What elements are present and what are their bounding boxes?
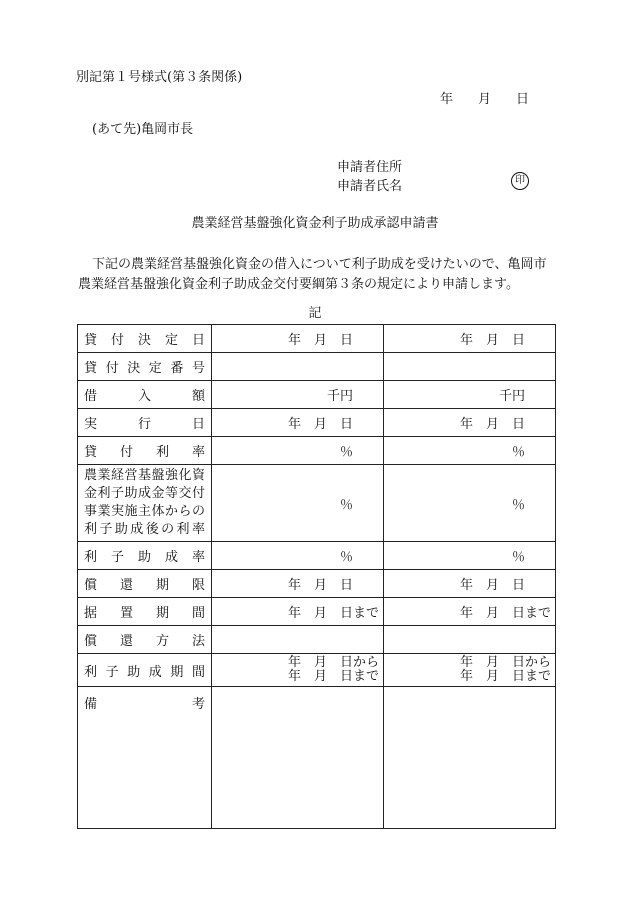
date-day: 日 [516,92,530,107]
value-cell [384,353,556,381]
value-cell [212,353,384,381]
value-cell [212,626,384,654]
row-label: 償還方法 [78,626,212,654]
period-start: 年 月 日から [459,655,551,670]
date-line [440,88,529,107]
value-cell: 千円 [212,381,384,409]
value-cell: 年 月 日 [212,570,384,598]
table-row [78,598,556,626]
period-end: 年 月 日まで [459,669,551,684]
value-cell: 千円 [384,381,556,409]
seal-mark: 印 [511,172,529,190]
row-label: 備考 [78,687,212,829]
row-label: 実行日 [78,409,212,437]
value-cell: 年 月 日まで [384,598,556,626]
table-row [78,409,556,437]
ki-heading: 記 [308,306,322,321]
date-year: 年 [440,92,454,107]
value-cell: ％ [212,465,384,542]
document-title: 農業経営基盤強化資金利子助成承認申請書 [191,216,439,231]
table-row [78,687,556,829]
value-cell: ％ [384,465,556,542]
period-start: 年 月 日から [287,655,379,670]
value-cell: 年 月 日まで [212,598,384,626]
body-paragraph: 下記の農業経営基盤強化資金の借入について利子助成を受けたいので、亀岡市農業経営基盤強化資金利子助成金交付要綱第３条の規定により申請します。 [78,257,547,292]
application-table [77,324,556,829]
applicant-name-label: 申請者氏名 [337,179,403,194]
row-label: 貸付利率 [78,437,212,465]
addressee: (あて先)亀岡市長 [92,122,194,137]
table-row [78,654,556,687]
table-row [78,542,556,570]
row-label: 利子助成率 [78,542,212,570]
value-cell [212,654,384,687]
row-label: 借入額 [78,381,212,409]
value-cell: 年 月 日 [384,570,556,598]
table-row [78,325,556,353]
table-row [78,570,556,598]
value-cell [384,626,556,654]
value-cell: ％ [212,542,384,570]
row-label: 償還期限 [78,570,212,598]
row-label: 据置期間 [78,598,212,626]
value-cell: ％ [212,437,384,465]
table-row [78,381,556,409]
value-cell [212,687,384,829]
value-cell: ％ [384,542,556,570]
value-cell: ％ [384,437,556,465]
table-row [78,437,556,465]
value-cell: 年 月 日 [212,409,384,437]
row-label: 貸付決定番号 [78,353,212,381]
table-row [78,465,556,542]
row-label: 農業経営基盤強化資金利子助成金等交付事業実施主体からの利子助成後の利率 [78,465,212,542]
period-end: 年 月 日まで [287,669,379,684]
value-cell [384,687,556,829]
row-label: 利子助成期間 [78,654,212,687]
row-label: 貸付決定日 [78,325,212,353]
value-cell: 年 月 日 [212,325,384,353]
table-row [78,353,556,381]
applicant-address-label: 申請者住所 [337,160,403,175]
date-month: 月 [478,92,492,107]
value-cell: 年 月 日 [384,409,556,437]
value-cell [384,654,556,687]
form-number-label: 別記第１号様式(第３条関係) [76,70,243,85]
table-row [78,626,556,654]
value-cell: 年 月 日 [384,325,556,353]
